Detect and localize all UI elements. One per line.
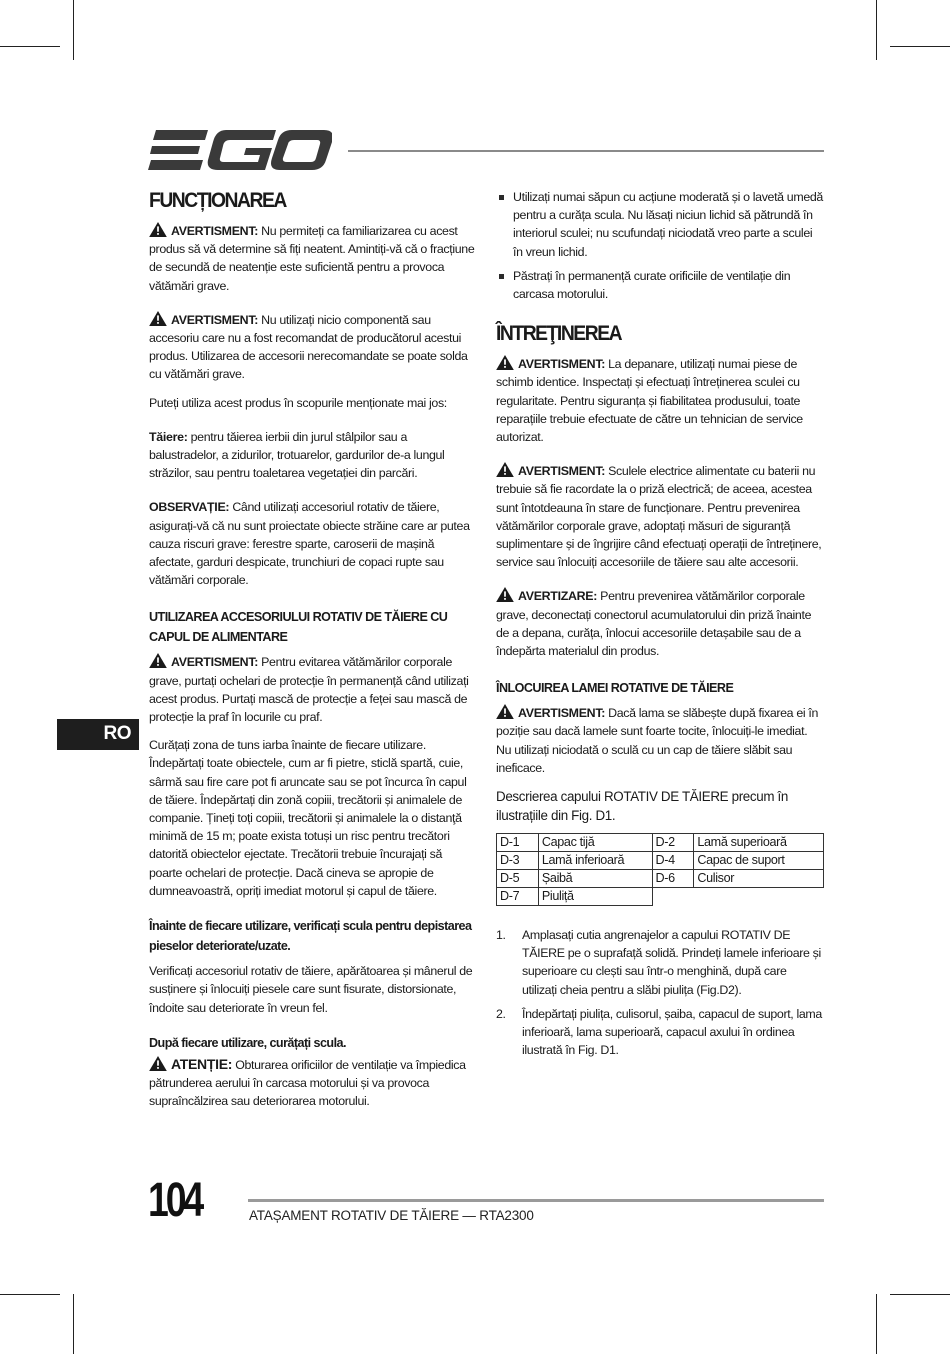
part-code: D-7	[497, 888, 539, 906]
warning-paragraph	[496, 355, 824, 446]
warning-paragraph	[149, 653, 475, 726]
part-code: D-5	[497, 870, 539, 888]
warning-label: AVERTISMENT:	[518, 357, 606, 372]
language-code: RO	[103, 723, 131, 744]
step-number: 1.	[496, 928, 506, 943]
part-name: Piuliță	[538, 888, 652, 906]
crop-mark	[73, 0, 74, 60]
crop-mark	[0, 46, 60, 47]
caution-text: Obturarea orificiilor de ventilație va împiedica pătrunderea aerului în carcasa motorului și va provoca supraîncălzirea sau deteriorarea motorului.	[149, 1057, 466, 1109]
section-title-after-use: După fiecare utilizare, curățați scula.	[149, 1035, 346, 1050]
language-tab	[57, 719, 139, 750]
header-rule	[348, 150, 824, 152]
steps-list	[496, 926, 824, 1059]
warning-label: AVERTISMENT:	[171, 224, 259, 238]
section-title-maintenance: ÎNTREŢINEREA	[496, 322, 622, 346]
warning-triangle-icon	[496, 355, 514, 370]
warning-paragraph	[496, 704, 824, 777]
cutting-text: pentru tăierea ierbii din jurul stâlpilor sau a balustradelor, a zidurilor, trotuarelor, gardurilor de-a lungul străzilor, sau pentru toaletarea vegetației din parcări.	[149, 429, 445, 481]
note-label: OBSERVAȚIE:	[149, 500, 230, 515]
empty-cell	[652, 888, 694, 906]
warning-label: AVERTISMENT:	[518, 464, 606, 479]
right-column	[496, 188, 824, 1066]
empty-cell	[694, 888, 824, 906]
warning-triangle-icon	[496, 587, 514, 602]
crop-mark	[876, 1294, 877, 1354]
warning-triangle-icon	[149, 1056, 167, 1071]
left-column	[149, 188, 475, 1120]
part-name: Culisor	[694, 870, 824, 888]
step-text: Îndepărtați piulița, culisorul, șaiba, capacul de suport, lama inferioară, lama superioară, capacul axului în ordinea ilustrată în Fig. D1.	[522, 1006, 822, 1058]
warning-text: Sculele electrice alimentate cu baterii nu trebuie să fie racordate la o priză electrică; de aceea, acestea sunt întotdeauna în stare de funcționare. Pentru prevenirea vătămărilor corporale grave, adoptați măsuri de siguranță suplimentare și de îngrijire când efectuați operații de întreținere, service sau înlocuiți accesoriile de tăiere sau alte accesorii.	[496, 464, 822, 570]
clean-area-paragraph: Curățați zona de tuns iarba înainte de fiecare utilizare. Îndepărtați toate obiectele, cum ar fi pietre, sticlă spartă, cuie, sârmă sau fire care pot fi aruncate sau se pot încurca în capul de tăiere. Îndepărtați din zonă copiii, trecătorii și animalele de companie. Țineți toți copiii, trecătorii și animalele la o distanţă minimă de 15 m; poate exista totuși un risc pentru trecători datorită obiectelor ejectate. Trecătorii trebuie încurajați să poarte ochelari de protecție. Dacă cineva se apropie de dumneavoastră, opriți imediat motorul și capul de tăiere.	[149, 738, 467, 898]
warning-label: AVERTIZARE:	[518, 589, 598, 604]
part-name: Șaibă	[538, 870, 652, 888]
table-row	[497, 870, 824, 888]
part-name: Capac de suport	[694, 852, 824, 870]
section-title-usage: UTILIZAREA ACCESORIULUI ROTATIV DE TĂIERE CU CAPUL DE ALIMENTARE	[149, 610, 448, 645]
table-row	[497, 888, 824, 906]
ego-logo	[148, 128, 332, 174]
part-name: Capac tijă	[538, 834, 652, 852]
table-row	[497, 852, 824, 870]
warning-text: Nu permiteți ca familiarizarea cu acest produs să vă determine să fiți neatent. Amintiți-vă că o fracțiune de secundă de neatenție este suficientă pentru a provoca vătămări grave.	[149, 224, 475, 293]
part-code: D-3	[497, 852, 539, 870]
warning-label: AVERTISMENT:	[171, 312, 259, 327]
step-number: 2.	[496, 1006, 506, 1021]
warning-paragraph	[149, 222, 475, 295]
note-paragraph	[149, 498, 475, 589]
warning-triangle-icon	[149, 222, 167, 237]
list-item	[496, 267, 824, 303]
warning-triangle-icon	[149, 311, 167, 326]
note-text: Când utilizați accesoriul rotativ de tăiere, asigurați-vă că nu sunt proiectate obiecte străine care ar putea cauza riscuri grave: ferestre sparte, caroserii de mașină afectate, garduri despicate, trunchiuri de copaci rupte sau vătămări corporale.	[149, 500, 470, 588]
bullet-text: Păstrați în permanență curate orificiile de ventilație din carcasa motorului.	[513, 268, 791, 302]
warning-paragraph	[496, 587, 824, 660]
warning-triangle-icon	[496, 704, 514, 719]
part-code: D-6	[652, 870, 694, 888]
crop-mark	[890, 46, 950, 47]
list-item	[496, 188, 824, 261]
bullet-square-icon	[499, 274, 504, 279]
part-code: D-2	[652, 834, 694, 852]
footer-title: ATAȘAMENT ROTATIV DE TĂIERE — RTA2300	[249, 1208, 534, 1223]
footer-rule	[248, 1199, 824, 1202]
intro-paragraph: Puteți utiliza acest produs în scopurile menționate mai jos:	[149, 395, 447, 410]
figure-caption: Descrierea capului ROTATIV DE TĂIERE precum în ilustrațiile din Fig. D1.	[496, 789, 788, 824]
part-name: Lamă superioară	[694, 834, 824, 852]
crop-mark	[890, 1294, 950, 1295]
bullet-square-icon	[499, 195, 504, 200]
warning-text: Nu utilizați nicio componentă sau accesoriu care nu a fost recomandat de producătorul acestui produs. Utilizarea de accesorii nerecomandate se poate solda cu vătămări grave.	[149, 312, 468, 382]
cutting-label: Tăiere:	[149, 429, 188, 444]
section-title-before-use: Înainte de fiecare utilizare, verificați scula pentru depistarea pieselor deteriorate/uzate.	[149, 919, 472, 954]
check-paragraph: Verificați accesoriul rotativ de tăiere, apărătoarea și mânerul de susținere și înlocuiți piesele care sunt fisurate, distorsionate, îndoite sau deteriorate în vreun fel.	[149, 964, 473, 1015]
parts-table	[496, 833, 824, 906]
part-code: D-1	[497, 834, 539, 852]
section-title-blade-replacement: ÎNLOCUIREA LAMEI ROTATIVE DE TĂIERE	[496, 681, 734, 696]
warning-triangle-icon	[149, 653, 167, 668]
crop-mark	[73, 1294, 74, 1354]
bullet-text: Utilizați numai săpun cu acțiune moderată și o lavetă umedă pentru a curăța scula. Nu lăsați niciun lichid să pătrundă în interiorul sculei; nu scufundați niciodată vreo parte a sculei în vreun lichid.	[513, 190, 823, 259]
table-row	[497, 834, 824, 852]
cutting-paragraph	[149, 428, 475, 483]
crop-mark	[0, 1294, 60, 1295]
caution-label: ATENȚIE:	[171, 1055, 233, 1072]
warning-paragraph	[149, 311, 475, 384]
cleaning-bullet-list	[496, 188, 824, 303]
warning-triangle-icon	[496, 462, 514, 477]
step-text: Amplasați cutia angrenajelor a capului ROTATIV DE TĂIERE pe o suprafață solidă. Prindeți lamele inferioare și superioare cu clești sau într-o menghină, după care utilizați cheia pentru a slăbi piulița (Fig.D2).	[522, 928, 821, 997]
page-number: 104	[148, 1174, 202, 1227]
crop-mark	[876, 0, 877, 60]
warning-text: Pentru evitarea vătămărilor corporale grave, purtați ochelari de protecție în permanență când utilizați acest produs. Purtați mască de protecție a feței sau mască de protecție la praf în locurile cu praf.	[149, 655, 469, 725]
section-title-operation: FUNCȚIONAREA	[149, 189, 286, 212]
part-code: D-4	[652, 852, 694, 870]
warning-text: La depanare, utilizați numai piese de schimb identice. Inspectați și efectuați întreținerea sculei cu regularitate. Pentru siguranța și fiabilitatea produsului, toate reparațiile trebuie efectuate de către un tehnician de service autorizat.	[496, 357, 803, 445]
warning-text: Pentru prevenirea vătămărilor corporale grave, deconectați conectorul acumulatorului din priză înainte de a depana, curăța, înlocui accesoriile detașabile sau de a îndepărta materialul din produs.	[496, 589, 812, 659]
list-item	[496, 926, 824, 999]
warning-text: Dacă lama se slăbește după fixarea ei în poziție sau dacă lamele sunt foarte tocite, înlocuiți-le imediat. Nu utilizați niciodată o sculă cu un cap de tăiere slăbit sau ineficace.	[496, 706, 818, 775]
warning-paragraph	[496, 462, 824, 571]
warning-label: AVERTISMENT:	[171, 655, 259, 670]
warning-label: AVERTISMENT:	[518, 706, 606, 721]
caution-paragraph	[149, 1055, 475, 1111]
part-name: Lamă inferioară	[538, 852, 652, 870]
list-item	[496, 1005, 824, 1060]
